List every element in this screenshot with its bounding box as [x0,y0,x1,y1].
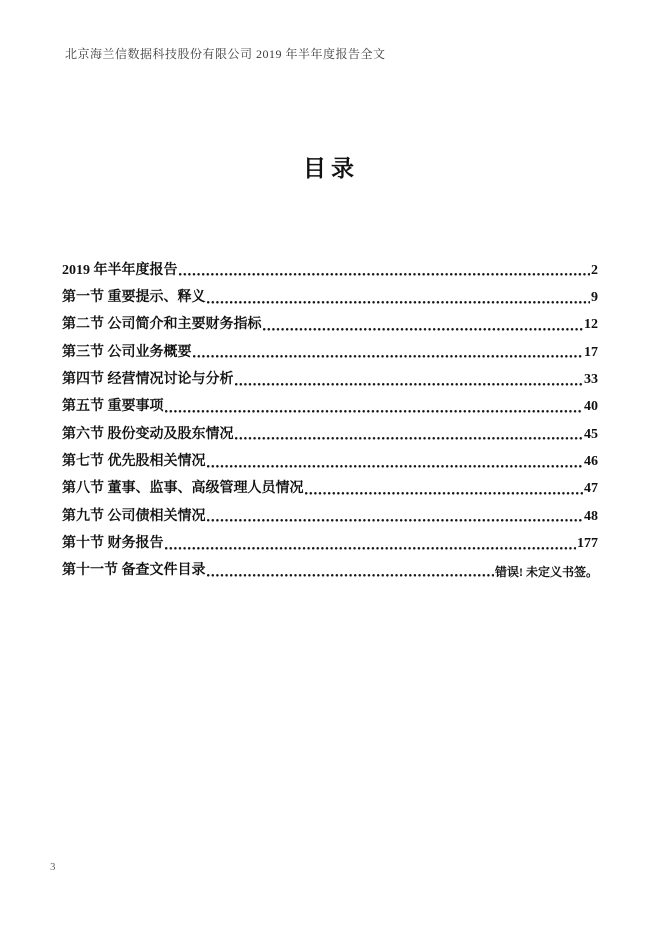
toc-entry-label: 第一节 重要提示、释义 [62,290,206,305]
toc-entry-page-number: 33 [584,372,598,388]
toc-entry[interactable] [62,524,598,551]
toc-entry-label: 第十节 财务报告 [62,536,164,552]
toc-entry-label: 第四节 经营情况讨论与分析 [62,372,234,388]
dot-leader [179,273,591,276]
toc-entry[interactable] [62,442,598,469]
toc-entry-page-number: 错误! 未定义书签。 [495,564,598,579]
toc-entry[interactable] [62,360,598,387]
toc-entry-page-number: 2 [591,262,598,278]
dot-leader [305,492,584,495]
toc-entry[interactable] [62,415,598,442]
toc-entry-page-number: 177 [577,536,598,552]
toc-entry-label: 第八节 董事、监事、高级管理人员情况 [62,481,304,497]
dot-leader [207,301,591,304]
dot-leader [193,355,584,358]
toc-entry[interactable] [62,278,598,305]
toc-entry-page-number: 9 [591,290,598,305]
toc-entry[interactable] [62,497,598,524]
table-of-contents [62,251,598,579]
toc-entry-label: 第五节 重要事项 [62,399,164,415]
dot-leader [263,328,584,331]
report-header-text: 北京海兰信数据科技股份有限公司 2019 年半年度报告全文 [65,47,386,61]
dot-leader [165,410,584,413]
toc-entry-label: 2019 年半年度报告 [62,262,178,278]
dot-leader [207,465,584,468]
dot-leader [165,547,577,550]
toc-entry[interactable] [62,388,598,415]
toc-entry-label: 第七节 优先股相关情况 [62,454,206,470]
toc-entry[interactable] [62,333,598,360]
toc-entry-page-number: 48 [584,508,598,524]
dot-leader [207,574,495,577]
dot-leader [235,383,584,386]
dot-leader [235,437,584,440]
toc-entry-page-number: 45 [584,426,598,442]
toc-entry[interactable] [62,470,598,497]
toc-entry-page-number: 12 [584,317,598,333]
toc-entry-page-number: 47 [584,481,598,497]
toc-entry-label: 第十一节 备查文件目录 [62,563,206,579]
toc-entry[interactable] [62,552,598,579]
toc-page-title: 目录 [303,156,359,181]
toc-entry-label: 第二节 公司简介和主要财务指标 [62,317,262,333]
toc-entry-page-number: 17 [584,344,598,360]
toc-entry-label: 第九节 公司债相关情况 [62,508,206,524]
footer-page-number: 3 [50,861,56,873]
dot-leader [207,519,584,522]
toc-entry-page-number: 46 [584,454,598,470]
toc-entry-label: 第三节 公司业务概要 [62,344,192,360]
toc-entry-label: 第六节 股份变动及股东情况 [62,426,234,442]
toc-entry[interactable] [62,251,598,278]
toc-entry[interactable] [62,306,598,333]
toc-entry-page-number: 40 [584,399,598,415]
